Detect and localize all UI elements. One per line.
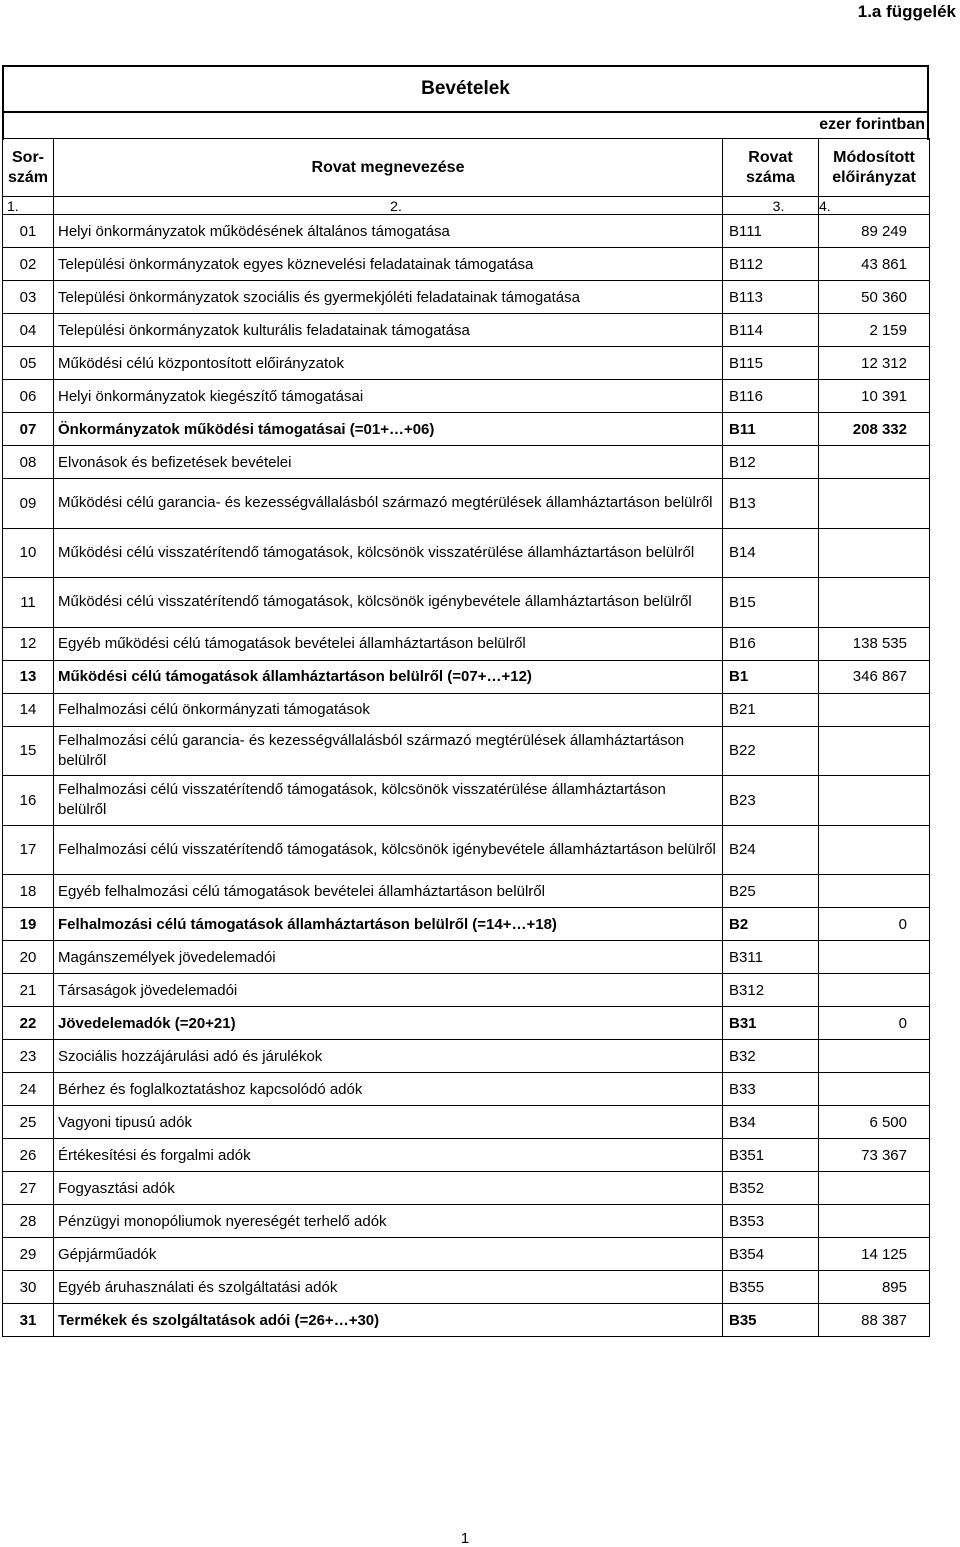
row-rovat-code: B352 [723,1172,819,1205]
row-name: Működési célú visszatérítendő támogatások, kölcsönök igénybevétele államháztartáson belülről [54,578,723,628]
table-row [3,1106,930,1139]
row-number: 25 [3,1106,54,1139]
row-rovat-code: B15 [723,578,819,628]
row-number: 01 [3,215,54,248]
table-row [3,528,930,578]
row-amount [819,479,930,529]
row-number: 08 [3,446,54,479]
row-amount: 208 332 [819,413,930,446]
row-rovat-code: B355 [723,1271,819,1304]
row-rovat-code: B21 [723,693,819,726]
table-row [3,1007,930,1040]
row-amount: 12 312 [819,347,930,380]
row-number: 09 [3,479,54,529]
row-amount: 138 535 [819,627,930,660]
row-number: 02 [3,248,54,281]
row-name: Szociális hozzájárulási adó és járulékok [54,1040,723,1073]
row-rovat-code: B116 [723,380,819,413]
row-rovat-code: B115 [723,347,819,380]
row-name: Jövedelemadók (=20+21) [54,1007,723,1040]
row-amount [819,974,930,1007]
row-number: 15 [3,726,54,776]
row-amount [819,776,930,826]
row-name: Felhalmozási célú önkormányzati támogatások [54,693,723,726]
row-rovat-code: B22 [723,726,819,776]
table-row [3,627,930,660]
table-row [3,693,930,726]
row-name: Egyéb felhalmozási célú támogatások bevételei államháztartáson belülről [54,875,723,908]
column-number-row [3,197,930,215]
row-name: Termékek és szolgáltatások adói (=26+…+30) [54,1304,723,1337]
row-number: 05 [3,347,54,380]
header-name: Rovat megnevezése [54,139,723,197]
row-rovat-code: B13 [723,479,819,529]
header-amount: Módosított előirányzat [819,139,930,197]
table-row [3,578,930,628]
row-amount [819,726,930,776]
table-row [3,314,930,347]
row-rovat-code: B311 [723,941,819,974]
table-row [3,1139,930,1172]
revenue-table [2,138,930,1337]
table-row [3,776,930,826]
row-number: 27 [3,1172,54,1205]
row-number: 21 [3,974,54,1007]
row-rovat-code: B16 [723,627,819,660]
row-number: 20 [3,941,54,974]
row-number: 13 [3,660,54,693]
table-row [3,941,930,974]
row-rovat-code: B12 [723,446,819,479]
row-rovat-code: B112 [723,248,819,281]
row-amount [819,578,930,628]
row-rovat-code: B114 [723,314,819,347]
row-number: 26 [3,1139,54,1172]
row-number: 07 [3,413,54,446]
row-number: 06 [3,380,54,413]
table-row [3,660,930,693]
row-amount: 346 867 [819,660,930,693]
table-row [3,347,930,380]
row-amount [819,1172,930,1205]
row-amount: 895 [819,1271,930,1304]
row-name: Települési önkormányzatok egyes köznevelési feladatainak támogatása [54,248,723,281]
row-name: Önkormányzatok működési támogatásai (=01+…+06) [54,413,723,446]
table-row [3,974,930,1007]
table-row [3,1238,930,1271]
row-name: Működési célú visszatérítendő támogatások, kölcsönök visszatérülése államháztartáson belülről [54,528,723,578]
row-amount: 50 360 [819,281,930,314]
row-number: 18 [3,875,54,908]
row-name: Felhalmozási célú garancia- és kezességvállalásból származó megtérülések államháztartáson belülről [54,726,723,776]
row-amount [819,1073,930,1106]
row-number: 24 [3,1073,54,1106]
table-row [3,413,930,446]
row-rovat-code: B353 [723,1205,819,1238]
page-number: 1 [460,1530,470,1547]
title-frame [2,65,929,140]
row-name: Működési célú támogatások államháztartáson belülről (=07+…+12) [54,660,723,693]
row-number: 30 [3,1271,54,1304]
page-title: Bevételek [4,67,927,113]
row-amount: 43 861 [819,248,930,281]
row-amount: 14 125 [819,1238,930,1271]
col-number: 1. [3,197,54,215]
row-number: 22 [3,1007,54,1040]
row-number: 17 [3,825,54,875]
row-number: 23 [3,1040,54,1073]
row-amount [819,825,930,875]
table-row [3,1172,930,1205]
row-name: Bérhez és foglalkoztatáshoz kapcsolódó adók [54,1073,723,1106]
row-number: 16 [3,776,54,826]
table-row [3,1271,930,1304]
row-rovat-code: B32 [723,1040,819,1073]
row-amount: 0 [819,1007,930,1040]
table-row [3,281,930,314]
table-row [3,1073,930,1106]
table-row [3,875,930,908]
row-name: Helyi önkormányzatok kiegészítő támogatásai [54,380,723,413]
col-number: 4. [819,197,930,215]
row-number: 12 [3,627,54,660]
row-name: Felhalmozási célú visszatérítendő támogatások, kölcsönök visszatérülése államháztartáson belülről [54,776,723,826]
row-name: Felhalmozási célú visszatérítendő támogatások, kölcsönök igénybevétele államháztartáson belülről [54,825,723,875]
row-rovat-code: B25 [723,875,819,908]
row-amount [819,875,930,908]
col-number: 3. [723,197,819,215]
table-row [3,479,930,529]
row-number: 03 [3,281,54,314]
row-name: Települési önkormányzatok szociális és gyermekjóléti feladatainak támogatása [54,281,723,314]
unit-label: ezer forintban [819,116,925,133]
row-number: 19 [3,908,54,941]
row-rovat-code: B111 [723,215,819,248]
row-number: 28 [3,1205,54,1238]
header-row [3,139,930,197]
row-amount: 89 249 [819,215,930,248]
row-number: 04 [3,314,54,347]
row-name: Helyi önkormányzatok működésének általános támogatása [54,215,723,248]
row-name: Pénzügyi monopóliumok nyereségét terhelő adók [54,1205,723,1238]
row-name: Fogyasztási adók [54,1172,723,1205]
row-name: Gépjárműadók [54,1238,723,1271]
table-row [3,1040,930,1073]
row-number: 29 [3,1238,54,1271]
table-row [3,908,930,941]
table-row [3,1205,930,1238]
row-number: 14 [3,693,54,726]
row-rovat-code: B1 [723,660,819,693]
table-row [3,380,930,413]
table-row [3,215,930,248]
row-rovat-code: B354 [723,1238,819,1271]
row-rovat-code: B2 [723,908,819,941]
row-rovat-code: B113 [723,281,819,314]
row-number: 10 [3,528,54,578]
header-rovat: Rovat száma [723,139,819,197]
row-rovat-code: B11 [723,413,819,446]
row-name: Települési önkormányzatok kulturális feladatainak támogatása [54,314,723,347]
row-name: Elvonások és befizetések bevételei [54,446,723,479]
row-amount [819,941,930,974]
row-rovat-code: B312 [723,974,819,1007]
row-amount: 88 387 [819,1304,930,1337]
row-rovat-code: B31 [723,1007,819,1040]
row-name: Működési célú garancia- és kezességvállalásból származó megtérülések államháztartáson belülről [54,479,723,529]
row-rovat-code: B14 [723,528,819,578]
row-name: Egyéb működési célú támogatások bevételei államháztartáson belülről [54,627,723,660]
table-row [3,726,930,776]
row-rovat-code: B24 [723,825,819,875]
table-row [3,446,930,479]
row-amount [819,693,930,726]
row-number: 11 [3,578,54,628]
row-amount: 0 [819,908,930,941]
row-amount: 10 391 [819,380,930,413]
row-number: 31 [3,1304,54,1337]
row-name: Vagyoni tipusú adók [54,1106,723,1139]
row-amount [819,1205,930,1238]
row-rovat-code: B351 [723,1139,819,1172]
table-row [3,248,930,281]
row-amount [819,528,930,578]
row-amount [819,446,930,479]
row-name: Társaságok jövedelemadói [54,974,723,1007]
row-rovat-code: B34 [723,1106,819,1139]
row-amount [819,1040,930,1073]
row-name: Felhalmozási célú támogatások államháztartáson belülről (=14+…+18) [54,908,723,941]
row-name: Egyéb áruhasználati és szolgáltatási adók [54,1271,723,1304]
row-amount: 2 159 [819,314,930,347]
row-rovat-code: B35 [723,1304,819,1337]
table-row [3,1304,930,1337]
row-amount: 73 367 [819,1139,930,1172]
table-row [3,825,930,875]
row-amount: 6 500 [819,1106,930,1139]
row-rovat-code: B33 [723,1073,819,1106]
row-rovat-code: B23 [723,776,819,826]
row-name: Magánszemélyek jövedelemadói [54,941,723,974]
row-name: Értékesítési és forgalmi adók [54,1139,723,1172]
appendix-label: 1.a függelék [857,2,956,21]
row-name: Működési célú központosított előirányzatok [54,347,723,380]
header-sor: Sor- szám [3,139,54,197]
col-number: 2. [54,197,723,215]
